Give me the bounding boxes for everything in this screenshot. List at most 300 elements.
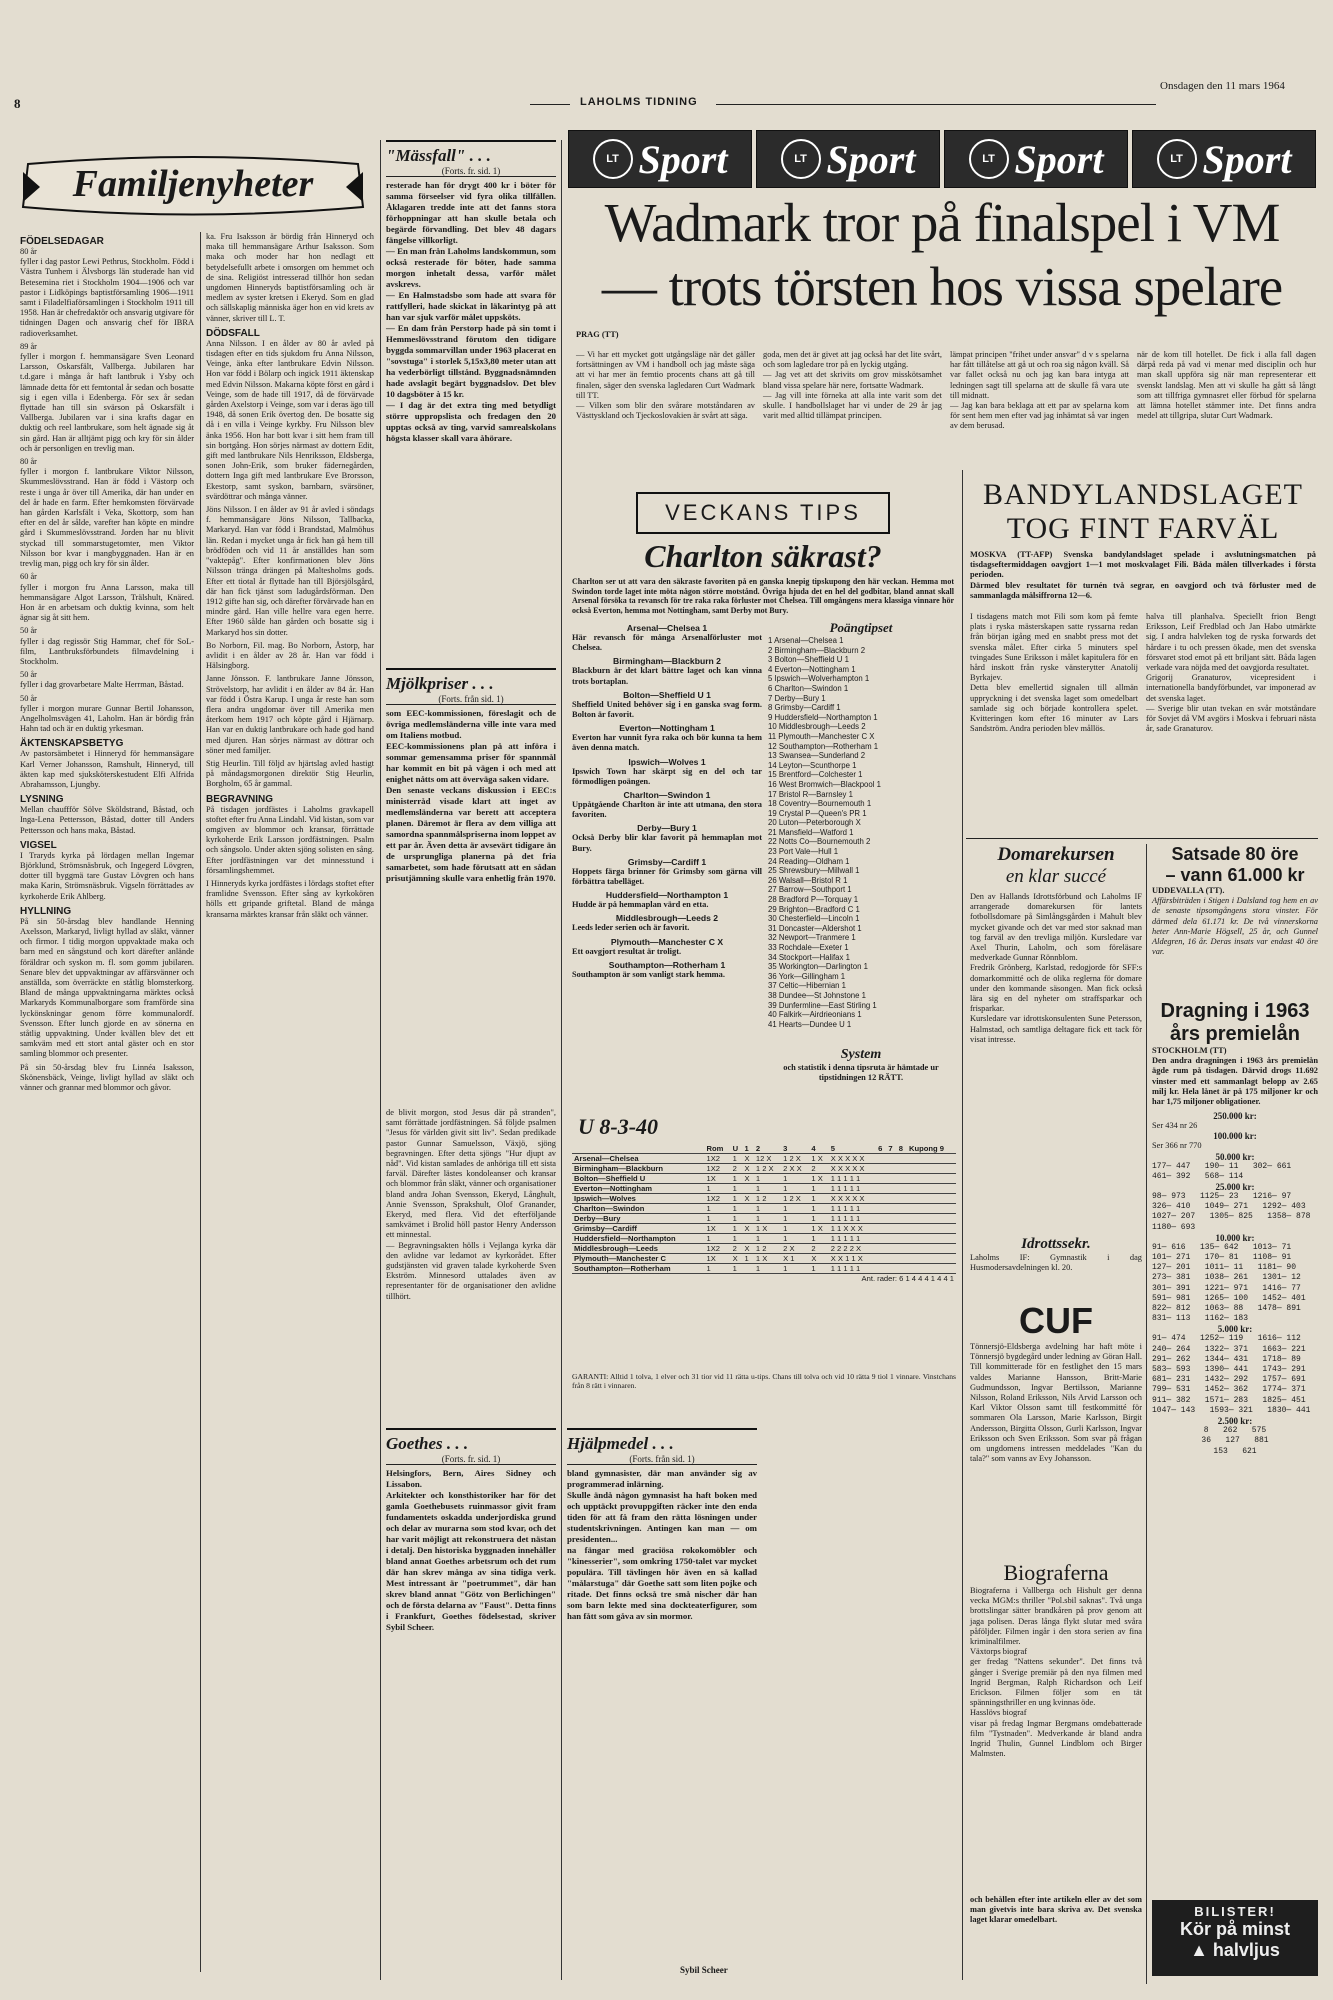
column-divider [1146,844,1147,1984]
u-table-cell: 1 [811,1234,816,1243]
system-box [768,1047,954,1107]
u-table-cell: X [811,1254,817,1263]
tips-match-heading: Derby—Bury 1 [637,823,697,834]
u-table-cell: 2 [811,1164,816,1173]
ad-line-2: Kör på minst [1179,1919,1290,1939]
mjolkpriser-article [386,668,556,1098]
u-table-cell: X [744,1174,750,1183]
family-notice: Mellan chauffför Sölve Sköldstrand, Båstad, och Inga-Lena Pettersson, Båstad, dotter till Anders Pettersson och hans maka, Båstad. [20,805,197,835]
dragning-article [1152,1000,1321,1900]
tips-match-heading: Charlton—Swindon 1 [623,790,711,801]
goethes-text: Helsingfors, Bern, Aires Sidney och Lissabon. Arkitekter och konsthistoriker har för det gamla Goethebusets ruinmassor givit fram fundamentets oskadda underjordiska grund och delar av murarna som stod kvar, och det har varit möjligt att rekonstruera det nästan i detalj. Den historiska byggnaden innehåller bland annat Goethes arbetsrum och det rum där han skrev många av sina tidiga verk. Mest intressant är "poetrummet", där han skrev bland annat "Götz von Berlichingen" och de första delarna av "Faust". Detta finns i Frankfurt, Goethes födelsestad, skriver Sybil Scheer. [386,1468,556,1632]
u-table-row [572,1194,956,1204]
header-rule-left [530,104,570,105]
poangtips-row: 31 Doncaster—Aldershot 1 [768,923,862,933]
hjalpmedel-article [567,1428,757,1988]
u-table-cell: 1 [732,1184,737,1193]
lt-logo-icon: LT [1157,139,1197,179]
poangtips-row: 17 Bristol R—Barnsley 1 [768,789,853,799]
sport-banner-label: Sport [638,136,728,182]
triangle-icon: ▲ [1190,1940,1208,1960]
sport-dateline: PRAG (TT) [576,330,619,339]
tips-match-heading: Bolton—Sheffield U 1 [623,689,711,700]
u-table-cell: 1 [732,1194,737,1203]
u-table-header: 7 [888,1144,893,1153]
prize-25k: 25.000 kr: [1215,1182,1255,1193]
sport-banner [756,130,940,188]
u-table-cell: Grimsby—Cardiff [574,1224,637,1233]
u-table-cell: X X 1 1 X [830,1254,863,1263]
prize-10k: 10.000 kr: [1215,1232,1255,1243]
u-table-header: 3 [783,1144,788,1153]
u-table-cell [743,1214,754,1224]
poangtips-row: 11 Plymouth—Manchester C X [768,731,875,741]
tips-match-text: Sheffield United behöver sig i en ganska svag form. Bolton är favorit. [572,699,765,720]
u-table-cell: 1 2 [755,1194,767,1203]
family-notice: 50 år fyller i morgon murare Gunnar Bertil Johansson, Angelholmsvägen 41, Laholm. Han är bördig från Hahn tad och är en duktig yrkesman. [20,693,194,734]
u-table-row [572,1234,956,1244]
u-table-cell: X [744,1164,750,1173]
tips-match-heading: Middlesbrough—Leeds 2 [615,913,719,924]
u-table-row [572,1184,956,1194]
u-table-row [572,1224,956,1234]
u-table-cell: 1 [706,1234,711,1243]
u-table-cell: 1 [706,1204,711,1213]
family-notice: Jöns Nilsson. I en ålder av 91 år avled i söndags f. hemmansägare Jöns Nilsson, Tallbacka, Markaryd. Han var född i Brandstad, Malmöhus län. Redan i mycket unga år fick han gå hem till brödföden och vid 11 år anställdes han som "vaktepåg". Efter konfirmationen blev Jöns Nilsson tränga drängen på Maltesholms gods. Efter ett tiotal år flyttade han till Björsjölsgård, där han fick tjänst som ladugårdsförman. Den 1912 gifte han sig, och därefter förvärvade han en mindre gård. Han ville hellre vara egen herre. Efter 1960 sålde han gården och bosatte sig i Markaryd hos sin dotter. [206,505,377,637]
u-table-cell: 1 [706,1184,711,1193]
biograferna-title: Biograferna [1003,1560,1109,1585]
familjenyheter-banner [18,152,368,222]
sport-banner [568,130,752,188]
u-table-header: 1 [744,1144,749,1153]
u-system-garanti: GARANTI: Alltid 1 tolva, 1 elver och 31 tior vid 11 rätta u-tips. Chans till tolva och vid 10 rätta 9 tiol 1 vinnare. Vinstchans från 8 rätt i vinnaren. [572,1372,958,1390]
cuf-text: Tönnersjö-Eldsberga avdelning har haft möte i Tönnersjö bygdegård under ledning av Göran Hall. Till kommitterade för en festlighet den 15 mars valdes Marianne Hansson, Britt-Marie Gudmundsson, Ingvar Bertilsson, Marianne Nilsson, Roland Eriksson, Nils Arvid Larsson och Karl Viktor Olsson samt till festkommitté för sommaren Ola Larsson, Marie Karlsson, Birgit Andersson, Birgitta Olsson, Gurli Karlsson, Ingvar Eriksson och Sven Eriksson. Som svar på frågan om ungdomens intressen meddelades "Kan du tala?" som vanns av Evy Johansson. [970,1342,1145,1464]
u-table-row [572,1174,956,1184]
poangtips-row: 33 Rochdale—Exeter 1 [768,943,849,952]
u-table-cell: 1 [783,1264,788,1273]
u-table-cell: 1 2 X [783,1194,801,1203]
family-notice: 60 år fyller i morgon fru Anna Larsson, maka till hemmansägare Algot Larsson, Trälshult, Knäred. Hon är en arbetsam och duktig kvinna, som helt ägnar sig åt sitt hem. [20,572,194,623]
u-table-cell: 1 [706,1264,711,1273]
idrottssekr-article [970,1236,1145,1296]
sport-column: — Vi har ett mycket gott utgångsläge när det gäller fortsättningen av VM i handboll och jag måste säga att vi har mer än femtio procents chans att gå till finalen, säger den svenska lagledaren Curt Wadmark till TT. — Vilken som blir den svårare motståndaren av Västtyskland och Tjeckoslovakien är svårt att säga. [576,350,755,421]
poangtips-row: 6 Charlton—Swindon 1 [768,683,849,693]
tips-match-text: Blackburn är det klart bättre laget och kan vinna trots bortaplan. [572,666,765,686]
sport-columns [576,340,1319,466]
u-table-cell: 1 [755,1204,761,1213]
u-table-cell: 1 1 1 1 1 [830,1264,861,1273]
dragning-headline-1: Dragning i 1963 [1160,1000,1310,1022]
u-table-cell: 12 X [755,1154,772,1163]
sport-headline-2: — trots törsten hos vissa spelare [601,256,1283,317]
sport-column: när de kom till hotellet. De fick i alla fall dagen därpå reda på vad vi menar med disciplin och hur man skall uppföra sig när man representerar ett svenskt landslag. Men att vi skulle ha gått så långt som att tillfriga gymnasret eller förbud för spelarna att lämna hotellet stämmer inte. Det finns andra medel att tillgripa, slutar Curt Wadmark. [1137,350,1319,421]
tips-match-text: Hoppets färga brinner för Grimsby som gärna vill förbättra tabelläget. [572,866,765,887]
poangtips-row: 28 Bradford P—Torquay 1 [768,895,859,905]
u-table-cell: 1 2 X [755,1164,774,1173]
u-table-cell: Plymouth—Manchester C [574,1254,666,1263]
poangtips-row: 4 Everton—Nottingham 1 [768,664,856,674]
u-table-cell: 1X [706,1254,716,1263]
u-table-cell: 2 X [783,1244,795,1253]
u-table-cell: Bolton—Sheffield U [574,1174,646,1183]
u-table-cell: 1 1 1 1 1 [830,1214,861,1223]
biograferna-text: Biograferna i Vallberga och Hishult ger denna vecka MGM:s thriller "Pol.sbil saknas". Två unga brottslingar sätter brandkåren på prov genom att jaga polisen. Deras långa flykt slutar med svåra påföljder. Filmen ingår i den stora serien av fina kriminalfilmer. Växtorps biograf ger fredag "Nattens sekunder". Det finns två gånger i Sverige premiär på den nya filmen med Ingrid Bergman, Ralph Richardson och Leif Erickson. Filmen följer som en tät spänningsthriller en ung kvinnas öde. Hasslövs biograf visar på fredag Ingmar Bergmans omdebatterade film "Tystnaden". Medverkande är bland andra Ingrid Thulin, Gunnel Lindblom och Birger Malmsten. [970,1586,1142,1759]
poangtips-row: 27 Barrow—Southport 1 [768,885,852,895]
u-table-cell: 1 [783,1204,788,1213]
tips-match-text: Southampton är som vanligt stark hemma. [572,969,725,979]
poangtips-box [768,620,954,1090]
hjalpmedel-text: bland gymnasister, där man använder sig av programmerad inlärning. Skulle ändå någon gymnasist ha haft boken med och upptäckt provuppgiften räcker inte den enda tiden för att få fram den rätta lösningen under studentskrivningen. Antingen kan man — om presidenten... na fängar med graciösa rokokomöbler och "kinesserier", som omkring 1750-talet var mycket populära. Till tävlingen hör även en så kallad "målarstuga" där Goethe satt som liten pojke och ritade. Det finns också tre små nischer där han som barn lekte med sina dockteaterfigurer, som han fått som gåva av sin mormor. [567,1468,757,1621]
u-table-cell: 1X [706,1174,716,1183]
u-table-header: 6 [878,1144,883,1153]
cuf-article [970,1300,1145,1550]
poangtips-list [768,636,954,1029]
u-table-header: 2 [755,1144,761,1153]
column-divider [200,232,201,1972]
u-table-cell: 1 [706,1214,711,1223]
u-table-cell: 2 [732,1164,737,1173]
signature: Sybil Scheer [680,1965,728,1975]
u-table-cell: X [744,1194,750,1203]
u-table-cell: 2 X X [783,1164,802,1173]
prize-50k: 50.000 kr: [1215,1151,1255,1162]
poangtips-row: 32 Newport—Tranmere 1 [768,933,856,943]
poangtips-row: 25 Shrewsbury—Millwall 1 [768,866,860,876]
u-table-cell: 1 [783,1214,788,1223]
u-table-footer: Ant. rader: 6 1 4 4 4 1 4 4 1 [572,1274,956,1284]
goethes-article [386,1428,556,1978]
veckans-tips-title: VECKANS TIPS [636,492,890,534]
family-notice: 80 år fyller i dag pastor Lewi Pethrus, Stockholm. Född i Västra Tunhem i Älvsborgs län studerade han vid Betesemina riet i Stockholm 1904—1906 och var pastor i Lidköpings baptistförsamling 1906—1911 samt i Filadelfiaförsamlingen i Stockholm 1911 till 1958. Han är chefredaktör och ansvarig utgivare för tidningen Dagen och ansvarig chef för IBRA radioverksamhet. [20,247,194,338]
family-column-1 [20,232,197,1992]
u-table-cell: 1 [811,1264,816,1273]
u-table-cell: X [744,1154,750,1163]
bilister-ad [1152,1900,1318,1976]
satsade-text: Affärsbiträden i Stigen i Dalsland tog hem en av de senaste tipsomgångens stora vinster. För därmed dela 61.171 kr. De två vinnerskorna heter Ann-Marie Högsell, 25 år, och Gunnel Aldegren, 16 år. Deras insats var endast 40 öre var. [1152,896,1321,957]
poangtips-row: 36 York—Gillingham 1 [768,971,846,981]
u-table-cell: Southampton—Rotherham [574,1264,671,1273]
u-table-header: Kupong 9 [909,1144,945,1153]
u-table-cell: X 1 [783,1254,795,1263]
u-table-cell: Charlton—Swindon [574,1204,645,1213]
hjalpmedel-title: Hjälpmedel . . . [567,1428,757,1454]
poangtips-row: 18 Coventry—Bournemouth 1 [768,799,872,809]
u-table-cell: 1 [783,1234,788,1243]
family-notice: Anna Nilsson. I en ålder av 80 år avled på tisdagen efter en tids sjukdom fru Anna Nilsson, Veinge, änka efter lantbrukare Edvin Nilsson. Hon var född i Bölarp och ingick 1911 äktenskap med Edvin Nilsson. Makarna köpte först en gård i Veinge, som de hade till 1917, då de förvärvade gården Axelstorp i Veinge, som var i deras ägo till 1948, då sonen Erik övertog den. De bosatte sig då i en villa i Veinge kyrkby. Fru Nilsson blev änka 1956. Hon har bott kvar i sitt hem fram till sin bortgång. Hon sörjes närmast av dottern Edit, gift med lantbrukare Nils Henriksson, Eldsberga, sonen John-Erik, som bruker fädernegården, dottern Inga gift med lantbrukare Eve Brorsson, Ekestorp, samt syskon, barnbarn, svärsöner, svärdöttrar och många vänner. [206,338,377,501]
u-table-cell: 1 [744,1254,749,1263]
u-table-cell: 1 [732,1264,737,1273]
u-table-cell: 1 X [811,1154,823,1163]
family-notice: På tisdagen jordfästes i Laholms gravkapell stoftet efter fru Anna Lindahl. Vid kistan, som var omgiven av blommor och kransar, förrättade kyrkoherde Erik Larsson jordfästningen. Psalm och sångsolo. Under akten sjöng solisten en sång. Efter jordfästningen var det minnesstund i församlingshemmet. [206,804,377,875]
u-table-cell: 1 X [755,1224,768,1233]
u-table-cell: 1 [783,1184,788,1193]
prize-100k: 100.000 kr: [1213,1131,1257,1142]
tips-match-heading: Arsenal—Chelsea 1 [626,623,708,633]
u-table-cell: 2 [811,1244,816,1253]
u-table-cell: 2 2 2 2 X [830,1244,862,1253]
section-heading: VIGSEL [20,839,57,851]
lt-logo-icon: LT [781,139,821,179]
u-table-corner [572,1144,704,1154]
u-table-cell: 2 [732,1244,737,1253]
sport-column: goda, men det är givet att jag också har det lite svårt, och som lagledare tror på en lyckig utgång. — Jag vet att det skrivits om grov misskötsamhet bland vissa spelare här nere, fortsatte Wadmark. — Jag vill inte förneka att alla inte varit som det skulle. I handbollslaget har vi under de 29 år jag varit med alltid tillämpat principen. [763,350,942,421]
poangtips-row: 22 Notts Co—Bournemouth 2 [768,837,871,847]
u-table-cell: 1 1 1 1 1 [830,1204,861,1213]
u-table-cell: 1X2 [706,1164,720,1173]
section-heading: ÄKTENSKAPSBETYG [20,738,124,750]
family-notice: Bo Norborn, Fil. mag. Bo Norborn, Åstorp, har avlidit i en ålder av 28 år. Han var född i Hälsingborg. [206,640,377,671]
u-table-cell: X X X X X [830,1164,865,1173]
u-table-header: 8 [898,1144,903,1153]
u-table-row [572,1254,956,1264]
u-table-cell: 1 X [755,1254,768,1263]
massfall-text: resterade han för drygt 400 kr i böter för samma förseelser vid fyra olika tillfällen. Åklagaren tredde inte att det fanns stora förhoppningar att han skulle betala och begärde förvandling. Det blev 48 dagars fängelse villkorligt. — En man från Laholms landskommun, som också resterade för böter, hade samma morgon inhetalt dessa, varför målet avskrevs. — En Halmstadsbo som hade att svara för rattfylleri, hade skickat in läkarintyg på att han var sjuk varför målet uppsköts. — En dam från Perstorp hade på sin tomt i Hemmeslövsstrand förutom den tidigare byggda sommarvillan under 1963 placerat en "sovstuga" i storlek 5,15x3,80 meter utan att ha vederbörligt tillstånd. Byggnadsnämnden hade avslagit begärt byggnadslov. Det blev 10 dagsböter à 15 kr. — I dag är det extra ting med betydligt större uppropslista och fredagen den 20 upptas också av ting, varvid samrealskolans högsta klasser skall vara åhörare. [386,180,556,443]
sport-banner-label: Sport [826,136,916,182]
prize-5k: 5.000 kr: [1217,1324,1253,1335]
poangtips-row: 30 Chesterfield—Lincoln 1 [768,914,860,924]
u-table-cell: 1 [755,1214,761,1223]
u-table [572,1144,956,1283]
u-table-cell: 1X2 [706,1194,720,1203]
u-table-cell: 1 2 [755,1244,767,1253]
section-heading: LYSNING [20,794,64,806]
u-table-cell: 1 1 1 1 1 [830,1174,861,1183]
u-table-cell: 1 [732,1174,737,1183]
poangtips-row: 34 Stockport—Halifax 1 [768,952,850,962]
u-table-cell: 1 X [811,1174,823,1183]
u-table-cell: 1 [755,1264,761,1273]
satsade-headline-1: Satsade 80 öre [1171,844,1299,864]
domarkursen-article [970,844,1142,1224]
family-notice: 50 år fyller i dag grovarbetare Malte Herrman, Båstad. [20,670,184,690]
tips-match-text: Uppåtgående Charlton är inte att utmana, den stora favoriten. [572,800,765,820]
section-heading: HYLLNING [20,905,72,917]
idrottssekr-text: Laholms IF: Gymnastik i dag Husmodersavdelningen kl. 20. [970,1253,1145,1273]
page-date: Onsdagen den 11 mars 1964 [1160,80,1285,92]
domarkursen-headline-2: en klar succé [1005,866,1107,887]
satsade-dateline: UDDEVALLA (TT). [1152,886,1225,895]
poangtips-row: 8 Grimsby—Cardiff 1 [768,703,841,713]
prize-250k: 250.000 kr: [1213,1111,1257,1122]
u-table-cell: 1 [732,1154,737,1163]
poangtips-row: 16 West Bromwich—Blackpool 1 [768,779,881,789]
poangtips-row: 23 Port Vale—Hull 1 [768,847,839,857]
idrottssekr-title: Idrottssekr. [1021,1236,1091,1252]
mjolkpriser-title: Mjölkpriser . . . [386,668,556,694]
column-divider [380,140,381,1980]
goethes-subtitle: (Forts. fr. sid. 1) [386,1454,556,1465]
family-notice: I Traryds kyrka på lördagen mellan Ingemar Björklund, Strömsnäsbruk, och Ingegerd Lövgren, dotter till byggmä tare Gustav Lövgren och hans maka Karin, Strömsnäsbruk. Vigseln förrättades av kyrkoherde Erik Ahlberg. [20,850,197,901]
sport-banner-row [568,130,1316,190]
sport-column: lämpat principen "frihet under ansvar" d v s spelarna har fått tillåtelse att gå ut och roa sig någon kväll. Så var fallet också nu och jag kan bara intyga att ledningen sagt till spelarna att de skulle få vara ute till midnatt. — Jag kan bara beklaga att ett par av spelarna kom för sent hem men efter vad jag inhämtat så var ingen av dem berusad. [950,350,1129,431]
u-table-header: 4 [811,1144,816,1153]
tips-match-heading: Southampton—Rotherham 1 [608,959,726,970]
dragning-headline-2: års premielån [1169,1023,1301,1045]
family-notice: 50 år fyller i dag regissör Stig Hammar, chef för SoL-film, Lantbruksförbundets filmavdelning i Stockholm. [20,626,194,666]
u-table-cell: 1 [783,1174,788,1183]
poangtips-row: 26 Walsall—Bristol R 1 [768,875,848,885]
tips-match-heading: Huddersfield—Northampton 1 [605,890,729,901]
tips-match-heading: Plymouth—Manchester C X [610,936,724,947]
poangtips-row: 5 Ipswich—Wolverhampton 1 [768,674,870,684]
family-notice: Stig Heurlin. Till följd av hjärtslag avled hastigt på måndagsmorgonen direktör Stig Heurlin, Borgholm, 65 år gammal. [206,758,377,789]
family-notice: I Hinneryds kyrka jordfästes i lördags stoftet efter framlidne Svensson. Efter sång av kyrkokören hölls ett gripande griftetal. Bland de många kransarna märktes kransar från släkt och vänner. [206,878,377,919]
family-notice: 80 år fyller i morgon f. lantbrukare Viktor Nilsson, Skummeslövsstrand. Han är född i Västorp och reste i unga år över till Amerika, där han under en del år hade en farm. Efter hemkomsten förvärvade han gården Karlsfält i Veka, Skottorp, som han efter en del år sålde, varefter han köpte en mindre gård i Skummeslövsstrand. Jorden har nu blivit styckad till sommarstugetomter, men Viktor Nilsson bor kvar i mangbyggnaden. Han är en trevlig man, pigg och kry för sin ålder. [20,457,194,569]
u-table-cell: Birmingham—Blackburn [574,1164,664,1173]
poangtips-row: 37 Celtic—Hibernian 1 [768,981,847,991]
bandy-col-1: I tisdagens match mot Fili som kom på femte plats i ryska mästerskapen satte ryssarna redan från början igång med en snabbt press mot det svenska målet. Efter cirka 5 minuters spel tvingades Sune Eriksson i målet kapitulera för en hård inskott från ryske vänsterytter Anatolij Byrkajev. Detta blev emellertid signalen till allmän uppryckning i det svenska laget som omedelbart samlade sig och började kontrollera spelet. Kvitteringen kom efter 16 minuter av Lars Sandström. Andra perioden blev mållös. [970,612,1138,734]
mjolkpriser-text: som EEC-kommissionen, föreslagit och de övriga medlemsländerna ville inte vara med om Italiens motbud. EEC-kommissionens plan på att införa i sommar gemensamma priser för spannmål har kommit en bit på vägen i och med att enighet nåtts om att överväga saken vidare. Den senaste veckans diskussion i EEC:s ministerråd visade klart att inget av medlemsländerna var berett att acceptera planen. Däremot är flera av dem villiga att samordna spannmålspriserna inom loppet av ett par år. Även detta är avsevärt tidigare än de ursprungliga planerna på det fria samarbetet, som hade förutsatt att en sådan prisutjämning skulle vara enhetlig från 1970. [386,708,556,883]
column-divider [962,470,963,1980]
prize-50k-numbers: 177— 447 190— 11 302— 661 461— 392 568— 114 [1152,1161,1292,1181]
family-notice: 89 år fyller i morgon f. hemmansägare Sven Leonard Larsson, Oskarsfält, Vallberga. Jubilaren har t.d.gare i många år haft lantbruk i Ysby och lämnade detta för ett femtontal år sedan och bosatte sig i egen villa i Edenberga. För sex år sedan flyttade han till sin svärson på Oskarsfält i Vallberga. Jubilaren var i sina krafts dagar en duktig och reel lantbrukare, som helt ägnade sig åt sin gård. Han är alltjämt pigg och kry för sin ålder och är personligen en trevlig man. [20,341,194,453]
u-table-cell: 1 1 1 1 1 [830,1184,861,1193]
u-table-cell: 1X2 [706,1154,720,1163]
u-table-row [572,1244,956,1254]
poangtips-row: 41 Hearts—Dundee U 1 [768,1019,852,1029]
family-notice: Av pastorsämbetet i Hinneryd för hemmansägare Karl Verner Johansson, Ramshult, Hinneryd, till äkten kap med sjuksköterskestudent Elfi Alfrida Abrahamsson, Ljungby. [20,749,197,789]
bandy-col-2: halva till planhalva. Speciellt frion Bengt Eriksson, Leif Fredblad och Jan Habo utmärkte sig. I andra halvleken tog de ryska forwards det hårdare i tu och pressen ökade, men det svenska försvaret stod emot på ett briljant sätt. Båda lagen verkade vara nöjda med det oavgjorda resultatet. Grigorij Granaturov, vicepresident i internationella bandyförbundet, var imponerad av det svenska laget. — Sverige blir utan tvekan en svår motståndare för Sovjet då VM avgörs i Moskva i februari nästa år, sade Granaturov. [1146,612,1316,734]
sport-headline-1: Wadmark tror på finalspel i VM [604,192,1280,253]
ad-arrow-row [1152,1940,1318,1961]
u-table-cell: 1 [755,1234,761,1243]
u-table-cell: 1 [732,1214,737,1223]
u-table-cell: Derby—Bury [574,1214,621,1223]
prize-250k-numbers: Ser 434 nr 26 [1152,1121,1198,1131]
prize-5k-numbers: 91— 474 1252— 119 1616— 112 240— 264 1322— 371 1663— 221 291— 262 1344— 431 1718— 89 583— 593 1390— 441 1743— 291 681— 231 1432— 292 1757— 691 799— 531 1452— 362 1774— 371 911— 382 1571— 283 1825— 451 1047— 143 1593— 321 1830— 441 [1152,1334,1311,1415]
u-table-cell: 1 [811,1204,816,1213]
tips-match-text: Också Derby blir klar favorit på hemmaplan mot Bury. [572,833,765,853]
u-table-cell: Huddersfield—Northampton [574,1234,676,1243]
ad-line-3: halvljus [1212,1940,1280,1960]
poangtips-row: 39 Dunfermline—East Stirling 1 [768,1000,877,1010]
poangtips-row: 2 Birmingham—Blackburn 2 [768,645,866,655]
sport-banner [1132,130,1316,188]
u-table-row [572,1164,956,1174]
tips-match-text: Leeds leder serien och är favorit. [572,923,690,933]
section-heading: FÖDELSEDAGAR [20,236,104,247]
u-table-cell: Middlesbrough—Leeds [574,1244,658,1253]
poangtips-row: 20 Luton—Peterborough X [768,818,861,828]
veckans-tips-box [568,482,958,1422]
satsade-article [1152,844,1321,994]
page-number: 8 [14,96,21,111]
tips-match-text: Ett oavgjort resultat är troligt. [572,946,682,956]
bandy-intro: MOSKVA (TT-AFP) Svenska bandylandslaget spelade i avslutningsmatchen på tisdagseftermiddagen oavgjort 1—1 mot moskvalaget Fili. Båda målen tillverkades i första perioden. Därmed blev resultatet för turnén två segrar, en oavgjord och två förluster med de sammanlagda målsiffrorna 12—6. [970,550,1316,600]
section-heading: DÖDSFALL [206,327,260,339]
u-table-row [572,1214,956,1224]
u-table-row [572,1154,956,1164]
section-rule [966,838,1318,839]
u-table-row [572,1204,956,1214]
goethes-title: Goethes . . . [386,1428,556,1454]
u-table-cell: X [732,1254,738,1263]
poangtips-row: 3 Bolton—Sheffield U 1 [768,655,849,665]
tips-match-text: Ipswich Town har skärpt sig en del och tar förmodligen poängen. [572,766,765,786]
family-notice: På sin 50-årsdag blev fru Linnéa Isaksson, Skönensbäck, Veinge, livligt hyllad av släkt och vänner och grannar med blommor och gåvor. [20,1062,197,1093]
u-table-cell: 1 [755,1184,761,1193]
u-table-header: Rom [706,1144,724,1153]
u-table-cell: Arsenal—Chelsea [574,1154,639,1163]
u-table-cell: X X X X X [830,1154,865,1163]
family-notice: ka. Fru Isaksson är bördig från Hinneryd och maka till hemmansägare Arthur Isaksson. Som maka och moder har hon nedlagt ett betydelsefullt arbete i omsorgen om hemmet och de sina. Religiöst intresserad tillhör hon sedan ungdomen Hinneryds baptistförsamling och är medlem av syster kretsen i Ekeryd. Som en glad och sällskaplig människa äger hon en vid krets av vänner, skriver till L. T. [206,232,377,323]
u-table-cell: 1 [783,1224,788,1233]
poangtips-row: 9 Huddersfield—Northampton 1 [768,712,878,722]
poangtips-title: Poängtipset [829,620,893,635]
familjenyheter-title: Familjenyheter [72,163,314,205]
u-table-cell [743,1264,754,1274]
poangtips-row: 12 Southampton—Rotherham 1 [768,741,879,751]
u-table-cell: 1 2 X [783,1154,801,1163]
sport-banner [944,130,1128,188]
tips-match-text: Hudde är på hemmaplan värd en etta. [572,900,709,910]
begravning-continuation: de blivit morgon, stod Jesus där på stranden", samt förrättade jordfästningen. Så följde psalmen "Jesus för världen givit sitt liv". Sedan predikade pastor Gunnar Samuelsson, Växjö, sjöng begravningen. Efter detta sjöngs "Hur djupt av nåd". Vid kistan samlades de anhöriga till ett sista farväl. Därefter lästes kondoleanser och kransar och blommor från släkt, vänner och organisationer bland andra Johan Svensson, Ekeryd, Långhult, Annie Svensson, Sprakshult, Olof Granander, Ekeryd, med flera. Vid det efterföljande samkvämet i Brolid höll pastor Henry Andersson ett minnestal. — Begravningsakten hölls i Vejlanga kyrka där den avlidne var ledamot av kyrkorådet. Efter gudstjänsten vid graven talade kyrkoherde Sven Ekström. Minnesord uttalades även av representanter för de organisationer den avlidne tillhört. [386,1108,556,1301]
u-system-title: U 8-3-40 [578,1114,659,1139]
column-divider [561,140,562,1980]
dragning-dateline: STOCKHOLM (TT) [1152,1046,1227,1055]
poangtips-row: 24 Reading—Oldham 1 [768,856,850,866]
u-table-header: 5 [830,1144,835,1153]
paper-name: LAHOLMS TIDNING [580,96,698,108]
u-table-cell: 1X [706,1224,716,1233]
family-column-2 [206,232,377,1992]
massfall-title: "Mässfall" . . . [386,140,556,166]
tips-match-list [572,620,765,1090]
lt-logo-icon: LT [593,139,633,179]
tips-match-heading: Birmingham—Blackburn 2 [613,656,721,667]
poangtips-row: 7 Derby—Bury 1 [768,693,826,703]
u-table-row [572,1264,956,1274]
u-table-cell: 1 [755,1174,761,1183]
sport-banner-label: Sport [1202,136,1292,182]
family-notice: På sin 50-årsdag blev handlande Henning Axelsson, Markaryd, livligt hyllad av släkt, vänner och firmor. I tidig morgon uppvaktade maka och barn med en sångstund och kort därefter anlände föräldrar och syskon m. fl. som gomm jubilaren. Senare blev det uppvaktningar av affärsvänner och anställda, som överräckte en ståtlig blomsterkorg. Bland de många uppvaktningarna märktes också Markaryds Kommunalborgare som framförde sina lyckönskningar genom förre kommunalordf. Svensson. Efter lunch gjorde en av sönerna en ståtlig uppvaktning. Under kvällen blev det ett samkväm med ett stort antal gäster och en stor samling blommor och presenter. [20,916,197,1059]
veckans-tips-intro: Charlton ser ut att vara den säkraste favoriten på en ganska knepig tipskupong den här veckan. Hemma mot Swindon torde laget inte möta någon större motstånd. Övriga hjuda det en hel del godbitar, bland annat skall Arsenal försöka ta revansch för tre raka raka förluster mot Chelsea. Till omgångens mera klassiga vinnare hör också Everton, hemma mot Nottingham, samt Derby mot Bury. [572,577,956,615]
u-table-cell [743,1234,754,1244]
poangtips-row: 1 Arsenal—Chelsea 1 [768,636,844,645]
tips-match-heading: Everton—Nottingham 1 [619,723,715,734]
poangtips-row: 15 Brentford—Colchester 1 [768,770,863,780]
tips-match-text: Här revansch för många Arsenalförluster mot Chelsea. [572,633,765,653]
poangtips-row: 29 Brighton—Bradford C 1 [768,904,860,914]
u-table-cell: X [744,1244,750,1253]
domarkursen-text: Den av Hallands Idrottsförbund och Laholms IF arrangerade domarekursen för lantets fotbollsdomare på Simlångsgården i Mahult blev mycket givande och det var med stor saknad man tog farväl av den trevliga miljön. Kursledare var Axel Thurin, Laholm, och som föreläsare medverkade Gunnar Rönnblom. Fredrik Grönberg, Karlstad, redogjorde för SFF:s domarkommitté och de olika reglerna för domare under den kommande säsongen. Man fick också lära sig en del nyheter om straffsparkar och frisparkar. Kursledare var idrottskonsulenten Sune Petersson, Halmstad, och samtliga deltagare fick ett tack för visat intresse. [970,892,1142,1044]
u-table-cell: 1 [811,1214,816,1223]
poangtips-row: 14 Leyton—Scunthorpe 1 [768,760,857,770]
section-heading: BEGRAVNING [206,793,274,805]
u-table-cell: 1 [732,1204,737,1213]
u-system-table [572,1144,956,1384]
u-table-cell: 1 [732,1234,737,1243]
poangtips-row: 13 Swansea—Sunderland 2 [768,751,866,761]
lt-logo-icon: LT [969,139,1009,179]
system-title: System [840,1047,882,1062]
u-table-cell: 1 1 1 1 1 [830,1234,861,1243]
prize-10k-numbers: 91— 616 135— 642 1013— 71 101— 271 170— 81 1108— 91 127— 201 1011— 11 1181— 90 273— 381 1038— 261 1301— 12 301— 391 1221— 971 1416— 77 591— 981 1265— 100 1452— 401 822— 812 1063— 88 1478— 891 831— 113 1162— 183 [1152,1242,1306,1324]
header-rule-right [716,104,1156,105]
tips-match-heading: Ipswich—Wolves 1 [628,756,706,767]
sport-banner-label: Sport [1014,136,1104,182]
mjolkpriser-subtitle: (Forts. från sid. 1) [386,694,556,705]
prize-25k-numbers: 98— 973 1125— 23 1216— 97 326— 410 1049— 271 1292— 403 1027— 207 1305— 825 1358— 878 1180— 693 [1152,1192,1311,1232]
poangtips-row: 10 Middlesbrough—Leeds 2 [768,722,866,732]
bandy-headline-2: TOG FINT FARVÄL [1006,512,1280,545]
u-table-cell: 1 1 X X X [830,1224,863,1233]
prize-2500: 2.500 kr: [1217,1416,1253,1427]
poangtips-row: 38 Dundee—St Johnstone 1 [768,990,866,1000]
u-table-header: U [732,1144,739,1153]
sport-notis: och behållen efter inte artikeln eller av det som man givetvis inte bara skriva av. Det svenska laget klarar omedelbart. [970,1895,1145,1925]
u-table-cell [743,1204,754,1214]
